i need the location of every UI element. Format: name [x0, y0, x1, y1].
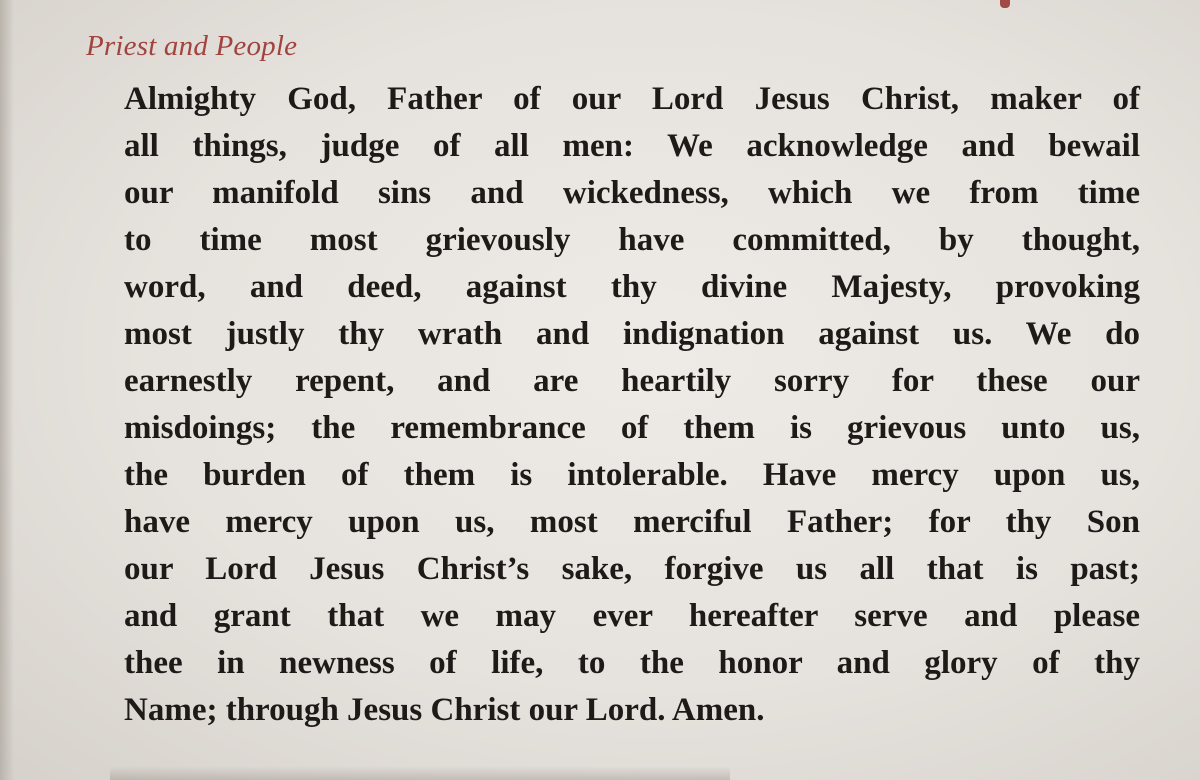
prayer-line-final: Name; through Jesus Christ our Lord. Amen.: [124, 692, 765, 728]
ribbon-mark: [1000, 0, 1010, 8]
prayer-line: word, and deed, against thy divine Majesty, provoking: [124, 269, 1140, 305]
prayer-line: thee in newness of life, to the honor and glory of thy: [124, 645, 1140, 681]
prayer-line: and grant that we may ever hereafter serve and please: [124, 598, 1140, 634]
rubric-heading: Priest and People: [86, 30, 298, 62]
next-line-shadow: [110, 766, 730, 780]
prayer-line: most justly thy wrath and indignation against us. We do: [124, 316, 1140, 352]
prayer-line: misdoings; the remembrance of them is grievous unto us,: [124, 410, 1140, 446]
prayer-line: the burden of them is intolerable. Have mercy upon us,: [124, 457, 1140, 493]
prayer-line: our Lord Jesus Christ’s sake, forgive us all that is past;: [124, 551, 1140, 587]
confession-prayer: [124, 76, 1140, 734]
prayer-line: to time most grievously have committed, by thought,: [124, 222, 1140, 258]
page-edge-shadow: [0, 0, 14, 780]
prayer-line: our manifold sins and wickedness, which we from time: [124, 175, 1140, 211]
prayer-line: Almighty God, Father of our Lord Jesus Christ, maker of: [124, 81, 1140, 117]
prayer-line: have mercy upon us, most merciful Father; for thy Son: [124, 504, 1140, 540]
prayer-line: earnestly repent, and are heartily sorry for these our: [124, 363, 1140, 399]
prayer-line: all things, judge of all men: We acknowledge and bewail: [124, 128, 1140, 164]
